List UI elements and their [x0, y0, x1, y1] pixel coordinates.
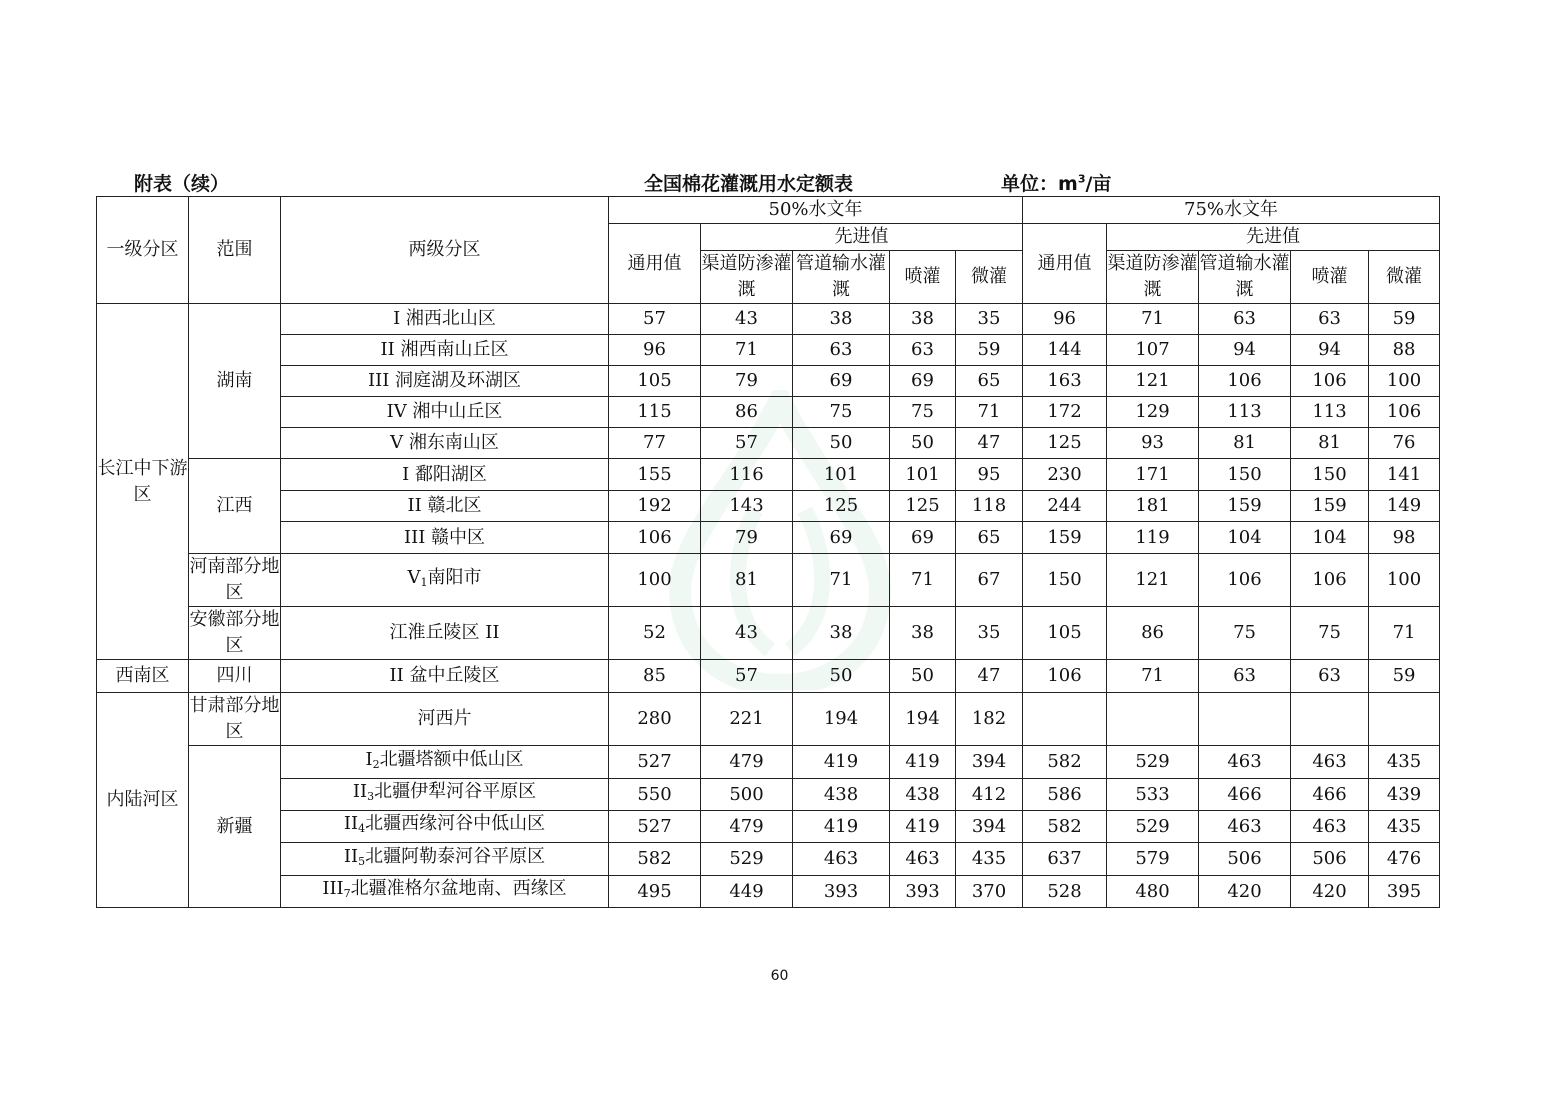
- region-cell: 长江中下游区: [97, 304, 189, 660]
- table-row: [97, 660, 1440, 693]
- zone-cell: 江淮丘陵区 II: [281, 607, 609, 660]
- zone-cell: [281, 554, 609, 607]
- zone-cell: [281, 876, 609, 908]
- value-cell-50: 394: [956, 811, 1023, 843]
- value-cell-50: 550: [609, 779, 701, 811]
- value-cell-50: 182: [956, 693, 1023, 746]
- value-cell-75: 435: [1369, 811, 1440, 843]
- header-sprinkler-75: 喷灌: [1291, 251, 1369, 304]
- value-cell-50: 77: [609, 428, 701, 459]
- table-row: [97, 335, 1440, 366]
- value-cell-75: 106: [1291, 366, 1369, 397]
- value-cell-75: 63: [1199, 660, 1291, 693]
- zone-subscript: 5: [358, 854, 366, 868]
- value-cell-50: 85: [609, 660, 701, 693]
- value-cell-75: 76: [1369, 428, 1440, 459]
- zone-cell: II 盆中丘陵区: [281, 660, 609, 693]
- value-cell-50: 105: [609, 366, 701, 397]
- value-cell-50: 57: [701, 428, 793, 459]
- value-cell-75: 75: [1291, 607, 1369, 660]
- value-cell-75: 63: [1291, 304, 1369, 335]
- header-zone: 两级分区: [281, 197, 609, 304]
- zone-rest: 北疆阿勒泰河谷平原区: [365, 845, 546, 867]
- value-cell-75: [1023, 693, 1107, 746]
- value-cell-75: 100: [1369, 554, 1440, 607]
- value-cell-75: 141: [1369, 459, 1440, 491]
- value-cell-50: 69: [890, 366, 956, 397]
- value-cell-75: 579: [1107, 843, 1199, 876]
- value-cell-75: 506: [1199, 843, 1291, 876]
- value-cell-50: 527: [609, 811, 701, 843]
- zone-cell: V 湘东南山区: [281, 428, 609, 459]
- value-cell-75: 159: [1291, 491, 1369, 522]
- table-row: [97, 459, 1440, 491]
- value-cell-50: 435: [956, 843, 1023, 876]
- value-cell-75: 81: [1199, 428, 1291, 459]
- value-cell-50: 221: [701, 693, 793, 746]
- value-cell-75: 93: [1107, 428, 1199, 459]
- value-cell-50: 35: [956, 304, 1023, 335]
- value-cell-75: 63: [1291, 660, 1369, 693]
- value-cell-75: 129: [1107, 397, 1199, 428]
- value-cell-75: 150: [1199, 459, 1291, 491]
- zone-subscript: 2: [372, 757, 380, 771]
- value-cell-50: 192: [609, 491, 701, 522]
- value-cell-75: 86: [1107, 607, 1199, 660]
- value-cell-75: 107: [1107, 335, 1199, 366]
- value-cell-50: 463: [793, 843, 890, 876]
- zone-cell: [281, 843, 609, 876]
- province-cell: 甘肃部分地区: [189, 693, 281, 746]
- value-cell-75: 586: [1023, 779, 1107, 811]
- value-cell-75: 463: [1291, 811, 1369, 843]
- table-row: [97, 693, 1440, 746]
- header-pipe-50: 管道输水灌溉: [793, 251, 890, 304]
- value-cell-75: [1107, 693, 1199, 746]
- value-cell-75: 529: [1107, 746, 1199, 779]
- zone-main: I: [365, 748, 373, 770]
- header-micro-50: 微灌: [956, 251, 1023, 304]
- value-cell-75: 94: [1291, 335, 1369, 366]
- header-advanced-75: 先进值: [1107, 224, 1440, 251]
- value-cell-50: 280: [609, 693, 701, 746]
- value-cell-75: 113: [1199, 397, 1291, 428]
- value-cell-75: 582: [1023, 811, 1107, 843]
- province-cell: 江西: [189, 459, 281, 554]
- zone-rest: 南阳市: [427, 566, 482, 588]
- table-row: [97, 366, 1440, 397]
- value-cell-50: 50: [793, 660, 890, 693]
- province-cell: 新疆: [189, 746, 281, 908]
- header-micro-75: 微灌: [1369, 251, 1440, 304]
- zone-cell: [281, 779, 609, 811]
- value-cell-50: 529: [701, 843, 793, 876]
- value-cell-50: 101: [793, 459, 890, 491]
- value-cell-50: 38: [793, 607, 890, 660]
- value-cell-75: 71: [1107, 660, 1199, 693]
- zone-rest: 北疆伊犁河谷平原区: [374, 781, 537, 802]
- caption-appendix-label: 附表（续）: [134, 173, 230, 195]
- value-cell-50: 59: [956, 335, 1023, 366]
- page-number: 60: [770, 968, 789, 984]
- zone-cell: II 赣北区: [281, 491, 609, 522]
- zone-cell: I 鄱阳湖区: [281, 459, 609, 491]
- value-cell-75: 106: [1023, 660, 1107, 693]
- value-cell-75: 244: [1023, 491, 1107, 522]
- value-cell-50: 71: [793, 554, 890, 607]
- value-cell-75: 149: [1369, 491, 1440, 522]
- table-row: [97, 607, 1440, 660]
- value-cell-75: 480: [1107, 876, 1199, 908]
- value-cell-75: [1291, 693, 1369, 746]
- header-channel-50: 渠道防渗灌溉: [701, 251, 793, 304]
- value-cell-50: 500: [701, 779, 793, 811]
- header-scope: 范围: [189, 197, 281, 304]
- value-cell-50: 67: [956, 554, 1023, 607]
- zone-subscript: 3: [367, 790, 375, 803]
- zone-main: II: [343, 845, 359, 867]
- value-cell-75: 100: [1369, 366, 1440, 397]
- value-cell-50: 96: [609, 335, 701, 366]
- value-cell-50: 100: [609, 554, 701, 607]
- value-cell-75: 150: [1291, 459, 1369, 491]
- value-cell-50: 69: [793, 366, 890, 397]
- region-cell: 内陆河区: [97, 693, 189, 908]
- table-row: [97, 491, 1440, 522]
- header-sprinkler-50: 喷灌: [890, 251, 956, 304]
- value-cell-50: 419: [890, 811, 956, 843]
- value-cell-75: 94: [1199, 335, 1291, 366]
- table-row: [97, 876, 1440, 908]
- value-cell-75: 81: [1291, 428, 1369, 459]
- table-row: [97, 304, 1440, 335]
- value-cell-75: 104: [1199, 522, 1291, 554]
- zone-subscript: 4: [358, 822, 366, 835]
- value-cell-50: 438: [890, 779, 956, 811]
- value-cell-50: 65: [956, 366, 1023, 397]
- value-cell-75: 181: [1107, 491, 1199, 522]
- value-cell-50: 95: [956, 459, 1023, 491]
- zone-cell: III 赣中区: [281, 522, 609, 554]
- value-cell-75: 71: [1107, 304, 1199, 335]
- table-row: [97, 522, 1440, 554]
- table-row: [97, 746, 1440, 779]
- zone-cell: [281, 811, 609, 843]
- value-cell-75: 88: [1369, 335, 1440, 366]
- value-cell-50: 419: [793, 746, 890, 779]
- value-cell-75: 113: [1291, 397, 1369, 428]
- value-cell-50: 393: [793, 876, 890, 908]
- value-cell-75: 63: [1199, 304, 1291, 335]
- value-cell-75: 98: [1369, 522, 1440, 554]
- value-cell-75: 420: [1291, 876, 1369, 908]
- value-cell-75: 106: [1291, 554, 1369, 607]
- value-cell-75: 506: [1291, 843, 1369, 876]
- zone-main: V: [407, 566, 421, 588]
- value-cell-50: 79: [701, 522, 793, 554]
- value-cell-75: 637: [1023, 843, 1107, 876]
- header-level1: 一级分区: [97, 197, 189, 304]
- value-cell-75: 106: [1199, 366, 1291, 397]
- zone-main: II: [343, 813, 359, 834]
- value-cell-75: 533: [1107, 779, 1199, 811]
- value-cell-50: 393: [890, 876, 956, 908]
- header-advanced-50: 先进值: [701, 224, 1023, 251]
- value-cell-50: 71: [701, 335, 793, 366]
- zone-cell: IV 湘中山丘区: [281, 397, 609, 428]
- zone-cell: III 洞庭湖及环湖区: [281, 366, 609, 397]
- value-cell-50: 412: [956, 779, 1023, 811]
- value-cell-75: 121: [1107, 366, 1199, 397]
- value-cell-75: 439: [1369, 779, 1440, 811]
- value-cell-50: 75: [890, 397, 956, 428]
- value-cell-50: 101: [890, 459, 956, 491]
- value-cell-75: 59: [1369, 660, 1440, 693]
- zone-cell: I 湘西北山区: [281, 304, 609, 335]
- value-cell-75: 463: [1199, 811, 1291, 843]
- value-cell-50: 143: [701, 491, 793, 522]
- value-cell-50: 116: [701, 459, 793, 491]
- value-cell-50: 155: [609, 459, 701, 491]
- value-cell-75: 466: [1291, 779, 1369, 811]
- value-cell-75: 476: [1369, 843, 1440, 876]
- table-row: [97, 811, 1440, 843]
- zone-cell: II 湘西南山丘区: [281, 335, 609, 366]
- value-cell-50: 479: [701, 811, 793, 843]
- value-cell-50: 65: [956, 522, 1023, 554]
- value-cell-50: 419: [793, 811, 890, 843]
- value-cell-50: 479: [701, 746, 793, 779]
- value-cell-50: 81: [701, 554, 793, 607]
- table-row: [97, 397, 1440, 428]
- header-year50: 50%水文年: [609, 197, 1023, 224]
- value-cell-50: 43: [701, 304, 793, 335]
- value-cell-50: 50: [890, 428, 956, 459]
- zone-rest: 北疆准格尔盆地南、西缘区: [350, 878, 567, 899]
- value-cell-50: 527: [609, 746, 701, 779]
- value-cell-50: 50: [890, 660, 956, 693]
- table-row: [97, 843, 1440, 876]
- zone-rest: 北疆西缘河谷中低山区: [365, 813, 546, 834]
- value-cell-50: 69: [793, 522, 890, 554]
- value-cell-50: 52: [609, 607, 701, 660]
- value-cell-75: [1199, 693, 1291, 746]
- value-cell-75: 466: [1199, 779, 1291, 811]
- value-cell-50: 57: [701, 660, 793, 693]
- value-cell-50: 118: [956, 491, 1023, 522]
- value-cell-50: 194: [793, 693, 890, 746]
- header-row-1: [97, 197, 1440, 224]
- value-cell-50: 47: [956, 660, 1023, 693]
- table-row: [97, 428, 1440, 459]
- zone-main: III: [322, 878, 344, 899]
- value-cell-50: 63: [793, 335, 890, 366]
- value-cell-75: 420: [1199, 876, 1291, 908]
- zone-subscript: 1: [420, 575, 428, 589]
- irrigation-quota-table: [96, 196, 1440, 908]
- table-row: [97, 779, 1440, 811]
- value-cell-75: 529: [1107, 811, 1199, 843]
- value-cell-50: 57: [609, 304, 701, 335]
- caption-unit: [1001, 169, 1111, 196]
- header-pipe-75: 管道输水灌溉: [1199, 251, 1291, 304]
- value-cell-75: 172: [1023, 397, 1107, 428]
- value-cell-75: 96: [1023, 304, 1107, 335]
- value-cell-50: 449: [701, 876, 793, 908]
- value-cell-50: 38: [890, 607, 956, 660]
- value-cell-50: 86: [701, 397, 793, 428]
- caption-title: 全国棉花灌溉用水定额表: [644, 173, 854, 195]
- value-cell-75: 75: [1199, 607, 1291, 660]
- value-cell-75: 171: [1107, 459, 1199, 491]
- value-cell-75: 463: [1291, 746, 1369, 779]
- value-cell-50: 71: [890, 554, 956, 607]
- value-cell-50: 463: [890, 843, 956, 876]
- header-general-50: 通用值: [609, 224, 701, 304]
- zone-subscript: 7: [343, 887, 351, 900]
- value-cell-50: 79: [701, 366, 793, 397]
- value-cell-50: 582: [609, 843, 701, 876]
- value-cell-50: 194: [890, 693, 956, 746]
- zone-cell: 河西片: [281, 693, 609, 746]
- value-cell-50: 125: [793, 491, 890, 522]
- value-cell-75: 159: [1023, 522, 1107, 554]
- region-cell: 西南区: [97, 660, 189, 693]
- value-cell-50: 438: [793, 779, 890, 811]
- value-cell-75: 121: [1107, 554, 1199, 607]
- unit-superscript: 3: [1077, 172, 1086, 186]
- value-cell-75: 106: [1369, 397, 1440, 428]
- value-cell-75: 230: [1023, 459, 1107, 491]
- table-row: [97, 554, 1440, 607]
- value-cell-75: 119: [1107, 522, 1199, 554]
- value-cell-50: 370: [956, 876, 1023, 908]
- value-cell-50: 38: [793, 304, 890, 335]
- value-cell-50: 38: [890, 304, 956, 335]
- value-cell-75: 150: [1023, 554, 1107, 607]
- value-cell-50: 71: [956, 397, 1023, 428]
- value-cell-75: 59: [1369, 304, 1440, 335]
- value-cell-75: 106: [1199, 554, 1291, 607]
- zone-cell: [281, 746, 609, 779]
- value-cell-50: 106: [609, 522, 701, 554]
- value-cell-75: 163: [1023, 366, 1107, 397]
- value-cell-75: 71: [1369, 607, 1440, 660]
- value-cell-75: 528: [1023, 876, 1107, 908]
- value-cell-50: 75: [793, 397, 890, 428]
- value-cell-50: 394: [956, 746, 1023, 779]
- zone-rest: 北疆塔额中低山区: [379, 748, 524, 770]
- table-caption: [96, 167, 1439, 195]
- value-cell-75: 435: [1369, 746, 1440, 779]
- zone-main: II: [352, 781, 368, 802]
- value-cell-50: 69: [890, 522, 956, 554]
- value-cell-75: 105: [1023, 607, 1107, 660]
- value-cell-50: 125: [890, 491, 956, 522]
- value-cell-50: 47: [956, 428, 1023, 459]
- value-cell-50: 495: [609, 876, 701, 908]
- value-cell-75: 125: [1023, 428, 1107, 459]
- province-cell: 安徽部分地区: [189, 607, 281, 660]
- value-cell-50: 50: [793, 428, 890, 459]
- value-cell-50: 419: [890, 746, 956, 779]
- header-general-75: 通用值: [1023, 224, 1107, 304]
- value-cell-75: [1369, 693, 1440, 746]
- province-cell: 河南部分地区: [189, 554, 281, 607]
- value-cell-75: 582: [1023, 746, 1107, 779]
- value-cell-50: 115: [609, 397, 701, 428]
- province-cell: 四川: [189, 660, 281, 693]
- value-cell-75: 159: [1199, 491, 1291, 522]
- header-year75: 75%水文年: [1023, 197, 1440, 224]
- header-channel-75: 渠道防渗灌溉: [1107, 251, 1199, 304]
- value-cell-75: 144: [1023, 335, 1107, 366]
- value-cell-50: 63: [890, 335, 956, 366]
- value-cell-50: 43: [701, 607, 793, 660]
- value-cell-75: 395: [1369, 876, 1440, 908]
- value-cell-50: 35: [956, 607, 1023, 660]
- value-cell-75: 463: [1199, 746, 1291, 779]
- unit-suffix: /亩: [1085, 173, 1112, 195]
- province-cell: 湖南: [189, 304, 281, 459]
- unit-prefix: 单位：m: [1001, 173, 1078, 195]
- value-cell-75: 104: [1291, 522, 1369, 554]
